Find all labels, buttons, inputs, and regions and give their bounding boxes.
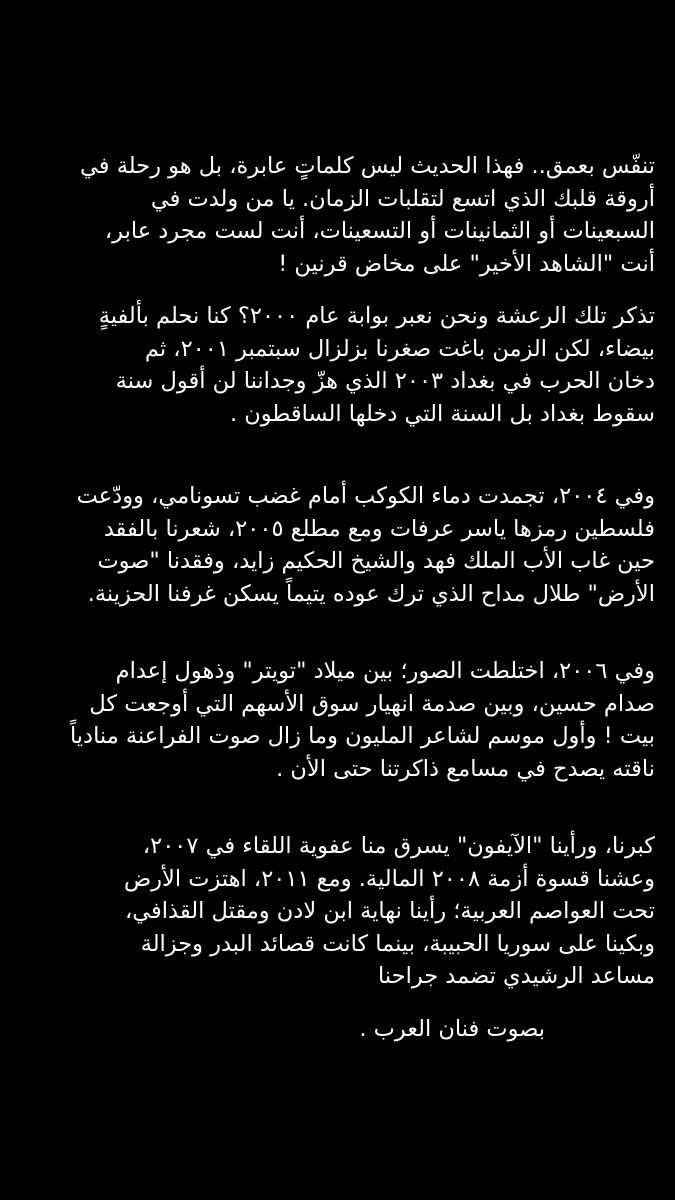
text-line: الأرض" طلال مداح الذي ترك عوده يتيماً يسكن غرفنا الحزينة. xyxy=(87,580,655,607)
text-line: دخان الحرب في بغداد ٢٠٠٣ الذي هزّ وجداننا لن أقول سنة xyxy=(115,368,655,394)
text-line: سقوط بغداد بل السنة التي دخلها الساقطون . xyxy=(229,400,655,427)
paragraph-2000 xyxy=(20,300,655,430)
text-line: حين غاب الأب الملك فهد والشيخ الحكيم زايد، وفقدنا "صوت xyxy=(97,548,655,574)
text-line: السبعينات أو الثمانينات أو التسعينات، أنت لست مجرد عابر، xyxy=(104,218,655,244)
text-line: تنفّس بعمق.. فهذا الحديث ليس كلماتٍ عابرة، بل هو رحلة في xyxy=(80,153,655,179)
text-line: أروقة قلبك الذي اتسع لتقلبات الزمان. يا من ولدت في xyxy=(150,185,655,212)
paragraph-intro xyxy=(20,150,655,280)
text-line: بصوت فنان العرب . xyxy=(359,1015,545,1042)
text-line: تذكر تلك الرعشة ونحن نعبر بوابة عام ٢٠٠٠؟ كنا نحلم بألفيةٍ xyxy=(98,303,655,329)
text-line: فلسطين رمزها ياسر عرفات ومع مطلع ٢٠٠٥، شعرنا بالفقد xyxy=(103,515,655,542)
text-line: كبرنا، ورأينا "الآيفون" يسرق منا عفوية اللقاء في ٢٠٠٧، xyxy=(142,833,655,859)
text-line: صدام حسين، وبين صدمة انهيار سوق الأسهم التي أوجعت كل xyxy=(89,690,655,717)
text-line: وفي ٢٠٠٦، اختلطت الصور؛ بين ميلاد "تويتر" وذهول إعدام xyxy=(115,658,655,684)
text-line: ناقته يصدح في مسامع ذاكرتنا حتى الأن . xyxy=(276,755,655,782)
story-text xyxy=(20,150,655,1045)
text-line: تحت العواصم العربية؛ رأينا نهاية ابن لادن ومقتل القذافي، xyxy=(125,898,655,924)
text-line: بيت ! وأول موسم لشاعر المليون وما زال صوت الفراعنة منادياً xyxy=(69,723,655,749)
paragraph-2007 xyxy=(20,830,655,993)
text-line: أنت "الشاهد الأخير" على مخاض قرنين ! xyxy=(278,250,655,277)
text-line: بيضاء، لكن الزمن باغت صغرنا بزلزال سبتمبر ٢٠٠١، ثم xyxy=(144,335,655,362)
text-line: وفي ٢٠٠٤، تجمدت دماء الكوكب أمام غضب تسونامي، وودّعت xyxy=(76,483,655,509)
text-line: مساعد الرشيدي تضمد جراحنا xyxy=(378,963,655,989)
text-line: وعشنا قسوة أزمة ٢٠٠٨ المالية. ومع ٢٠١١، اهتزت الأرض xyxy=(123,865,655,892)
paragraph-closing xyxy=(20,1013,655,1046)
paragraph-2004 xyxy=(20,480,655,610)
paragraph-2006 xyxy=(20,655,655,785)
text-line: وبكينا على سوريا الحبيبة، بينما كانت قصائد البدر وجزالة xyxy=(140,930,655,957)
